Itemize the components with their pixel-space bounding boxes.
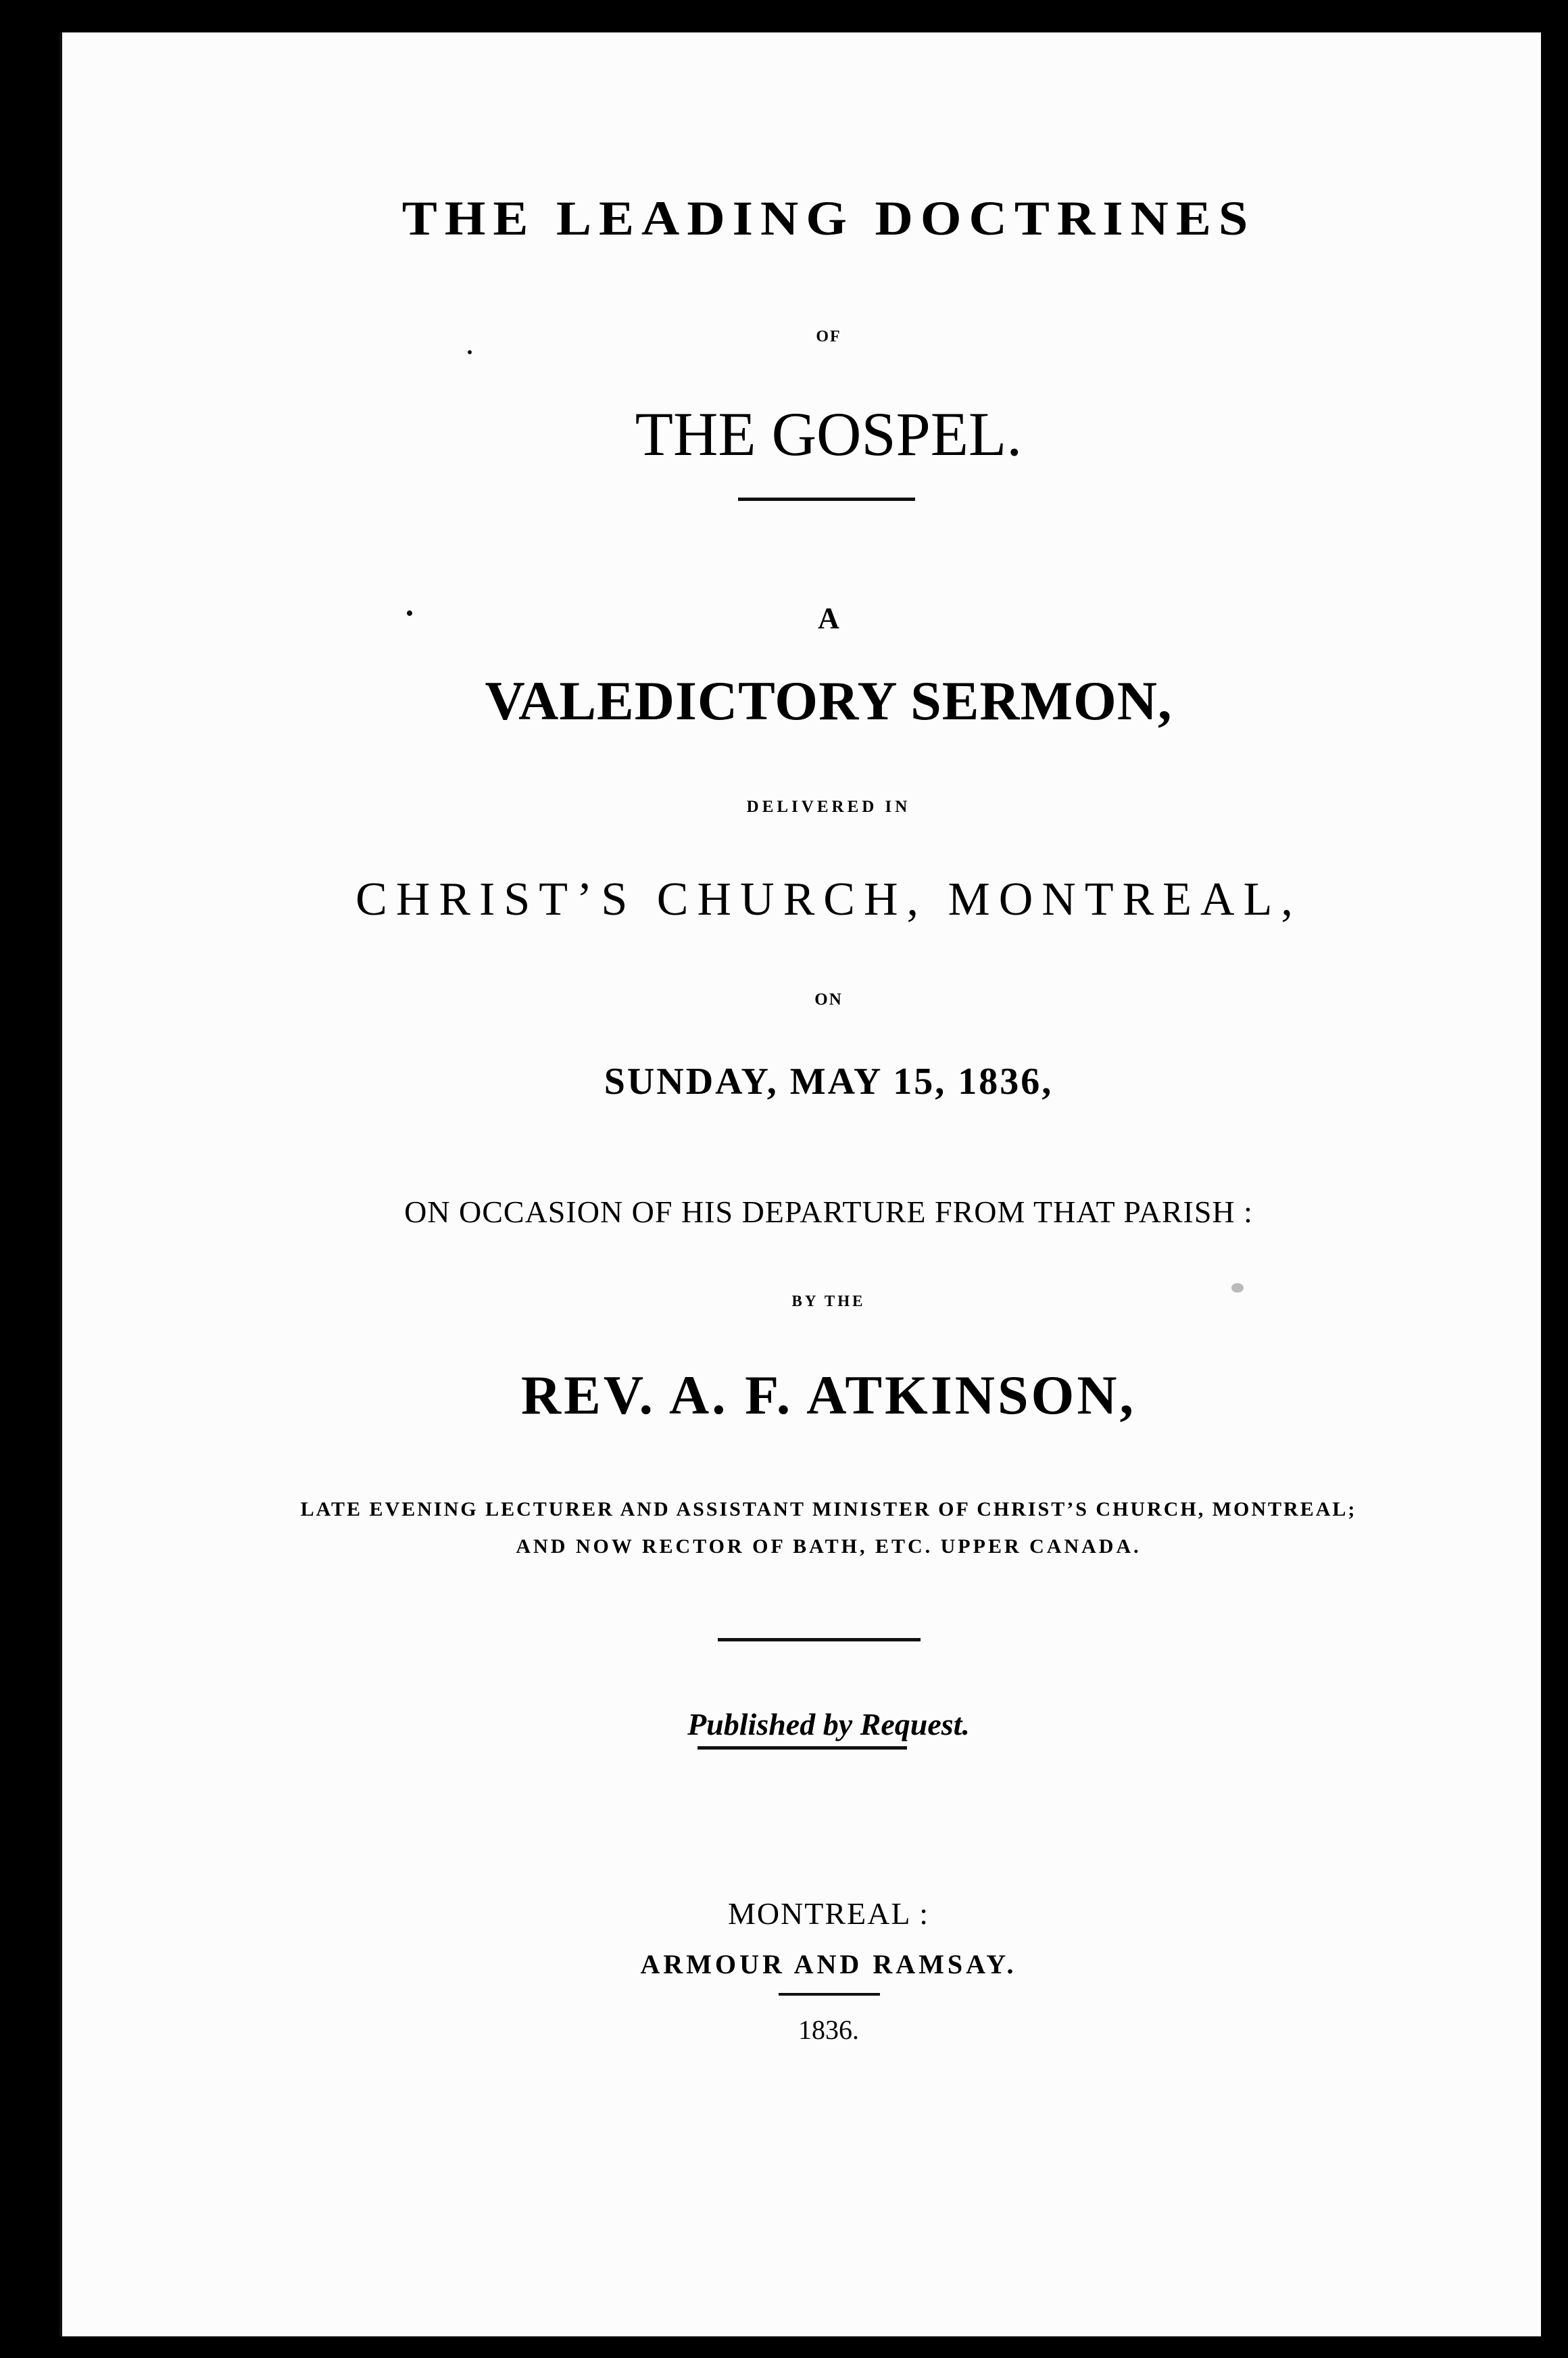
- title-line-2: THE GOSPEL.: [635, 400, 1023, 468]
- divider-rule-3: [697, 1746, 907, 1750]
- author-role-line-2: AND NOW RECTOR OF BATH, ETC. UPPER CANADA.: [516, 1535, 1142, 1558]
- title-page: [59, 32, 1541, 2336]
- subtitle-occasion: ON OCCASION OF HIS DEPARTURE FROM THAT PARISH :: [404, 1195, 1253, 1229]
- publication-publisher: ARMOUR AND RAMSAY.: [640, 1949, 1017, 1979]
- title-of: OF: [816, 328, 841, 345]
- scan-speck: [1231, 1283, 1244, 1293]
- publication-note: Published by Request.: [687, 1707, 970, 1741]
- subtitle-church: CHRIST’S CHURCH, MONTREAL,: [356, 873, 1302, 925]
- subtitle-delivered-in: DELIVERED IN: [746, 798, 911, 816]
- author-name: REV. A. F. ATKINSON,: [520, 1364, 1137, 1426]
- subtitle-article: A: [818, 602, 839, 635]
- subtitle-date: SUNDAY, MAY 15, 1836,: [604, 1061, 1054, 1103]
- divider-rule-2: [718, 1638, 921, 1641]
- publication-place: MONTREAL :: [727, 1896, 930, 1931]
- publication-year: 1836.: [798, 2015, 859, 2045]
- divider-rule-1: [738, 498, 915, 501]
- author-by-the: BY THE: [791, 1293, 866, 1309]
- divider-rule-4: [779, 1993, 880, 1996]
- scan-speck: [407, 610, 412, 616]
- scan-speck: [468, 350, 472, 354]
- author-role-line-1: LATE EVENING LECTURER AND ASSISTANT MINISTER OF CHRIST’S CHURCH, MONTREAL;: [300, 1498, 1357, 1520]
- title-line-1: THE LEADING DOCTRINES: [401, 191, 1256, 245]
- subtitle-on: ON: [814, 990, 843, 1009]
- subtitle-sermon: VALEDICTORY SERMON,: [485, 670, 1173, 731]
